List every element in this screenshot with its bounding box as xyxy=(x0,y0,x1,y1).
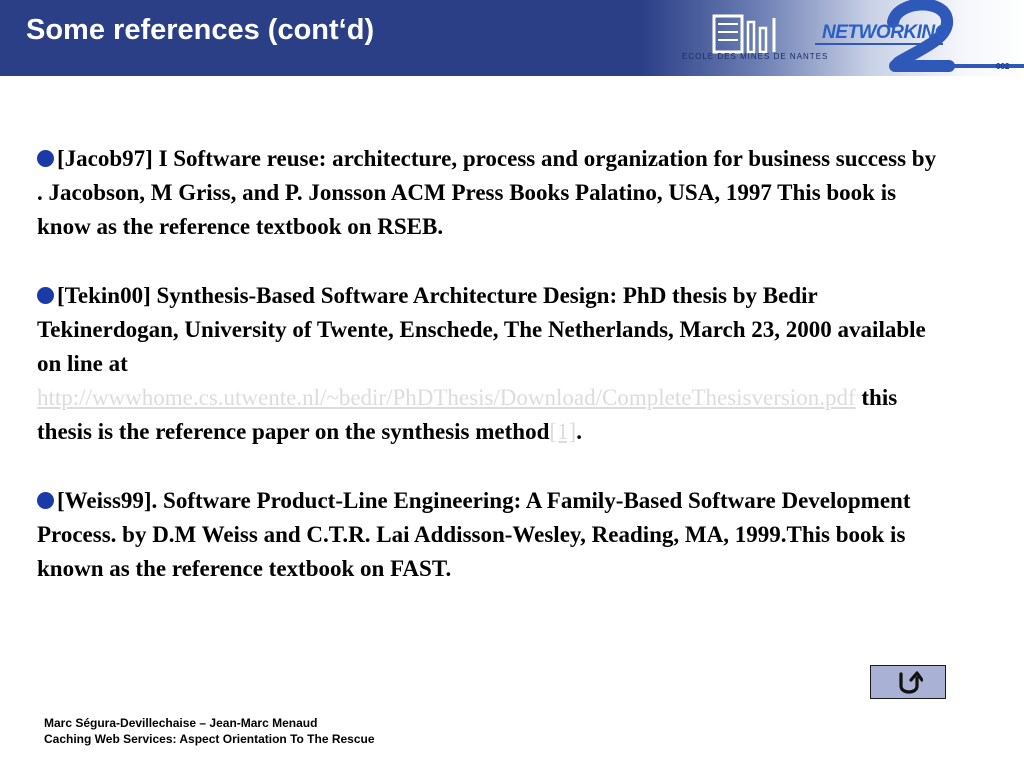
references-list xyxy=(37,142,947,620)
reference-item xyxy=(37,484,947,587)
header-banner xyxy=(0,0,1024,76)
bullet-icon xyxy=(37,287,54,304)
reference-text: [Weiss99]. Software Product-Line Engineering: A Family-Based Software Development Process. by D.M Weiss and C.T.R. Lai Addisson-Wesley, Reading, MA, 1999.This book is known as the reference textbook on FAST. xyxy=(37,487,911,582)
school-caption: ECOLE DES MINES DE NANTES xyxy=(682,52,829,61)
reference-text: [Jacob97] I Software reuse: architecture, process and organization for business success by . Jacobson, M Griss, and P. Jonsson ACM Press Books Palatino, USA, 1997 This book is know as the reference textbook on RSEB. xyxy=(37,146,937,240)
footer-talk-title: Caching Web Services: Aspect Orientation To The Rescue xyxy=(44,732,375,746)
return-button[interactable] xyxy=(870,665,946,699)
bullet-icon xyxy=(37,150,54,167)
reference-item xyxy=(37,142,947,245)
reference-text-end: . xyxy=(576,419,582,445)
conference-year: 002 xyxy=(996,62,1010,71)
bullet-icon xyxy=(37,492,54,509)
conference-logo-text: NETWORKING xyxy=(822,22,949,43)
reference-item xyxy=(37,279,947,450)
footer-authors: Marc Ségura-Devillechaise – Jean-Marc Menaud xyxy=(44,716,318,730)
u-turn-arrow-icon xyxy=(895,670,923,696)
reference-text-continued: this thesis is the reference paper on the synthesis method xyxy=(37,385,898,445)
reference-text: [Tekin00] Synthesis-Based Software Architecture Design: PhD thesis by Bedir Tekinerdogan, University of Twente, Enschede, The Netherlands, March 23, 2000 available on line at xyxy=(37,282,926,377)
footnote-link[interactable]: [1] xyxy=(549,419,577,445)
thesis-link[interactable]: http://wwwhome.cs.utwente.nl/~bedir/PhDThesis/Download/CompleteThesisversion.pdf xyxy=(37,385,856,411)
footer xyxy=(44,715,375,747)
slide-title: Some references (cont‘d) xyxy=(26,14,375,46)
